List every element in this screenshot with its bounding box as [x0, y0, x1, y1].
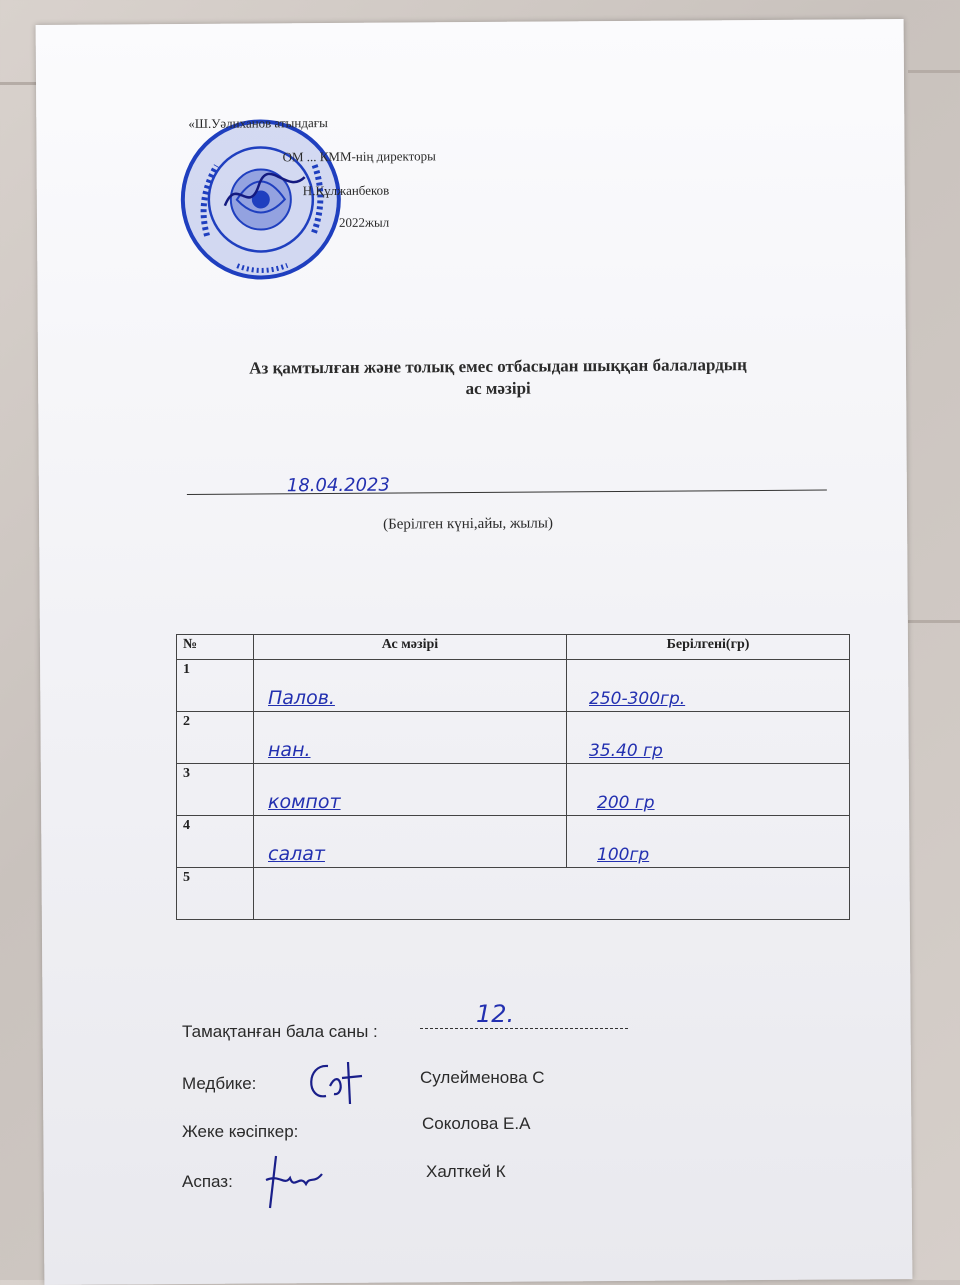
document-title: [138, 353, 858, 402]
row-number: 2: [177, 712, 254, 764]
header-number: №: [177, 635, 254, 660]
cook-name: Халткей К: [426, 1162, 506, 1181]
cook-label: Аспаз:: [182, 1172, 233, 1191]
tile-seam: [908, 70, 960, 73]
official-stamp: [176, 115, 345, 284]
row-food: салат: [268, 843, 325, 865]
header-line-4: 2022жыл: [338, 214, 390, 230]
table-row: [177, 868, 850, 920]
date-value: 18.04.2023: [286, 474, 390, 497]
row-amount: 200 гр: [597, 793, 655, 813]
row-number: 4: [177, 816, 254, 868]
row-number: 5: [177, 868, 254, 920]
table-row: [177, 712, 850, 764]
row-food: компот: [268, 791, 341, 813]
row-number: 1: [177, 660, 254, 712]
row-food: Палов.: [268, 687, 335, 709]
header-menu: Ас мәзірі: [254, 635, 567, 660]
header-line-3: Н.Құлжанбеков: [302, 182, 390, 199]
row-food: нан.: [268, 739, 311, 761]
nurse-name: Сулейменова С: [420, 1068, 545, 1087]
row-amount: 100гр: [597, 845, 650, 865]
table-row: [177, 660, 850, 712]
entrepreneur-label: Жеке кәсіпкер:: [182, 1122, 299, 1141]
date-caption: (Берілген күні,айы, жылы): [383, 515, 553, 533]
row-amount: 250-300гр.: [589, 689, 686, 709]
table-row: [177, 816, 850, 868]
table-header-row: [177, 635, 850, 660]
children-count-line: [420, 1028, 628, 1030]
children-count-label: Тамақтанған бала саны :: [182, 1022, 378, 1041]
row-amount: 35.40 гр: [589, 741, 663, 761]
table-row: [177, 764, 850, 816]
nurse-signature: [300, 1056, 380, 1112]
row-number: 3: [177, 764, 254, 816]
tile-seam: [0, 82, 40, 85]
menu-table: [176, 634, 850, 920]
entrepreneur-name: Соколова Е.А: [422, 1114, 531, 1133]
header-line-1: «Ш.Уәлиханов атындағы: [188, 115, 328, 131]
children-count-value: 12.: [476, 1000, 515, 1028]
cook-signature: [256, 1150, 336, 1212]
title-line-2: ас мәзірі: [465, 378, 531, 399]
header-line-2: ОМ ... КММ-нің директоры: [282, 148, 436, 165]
title-line-1: Аз қамтылған және толық емес отбасыдан шыққан балалардың: [249, 355, 747, 378]
date-line: [187, 490, 827, 495]
nurse-label: Медбике:: [182, 1074, 257, 1093]
tile-seam: [908, 620, 960, 623]
header-amount: Берілгені(гр): [567, 635, 850, 660]
